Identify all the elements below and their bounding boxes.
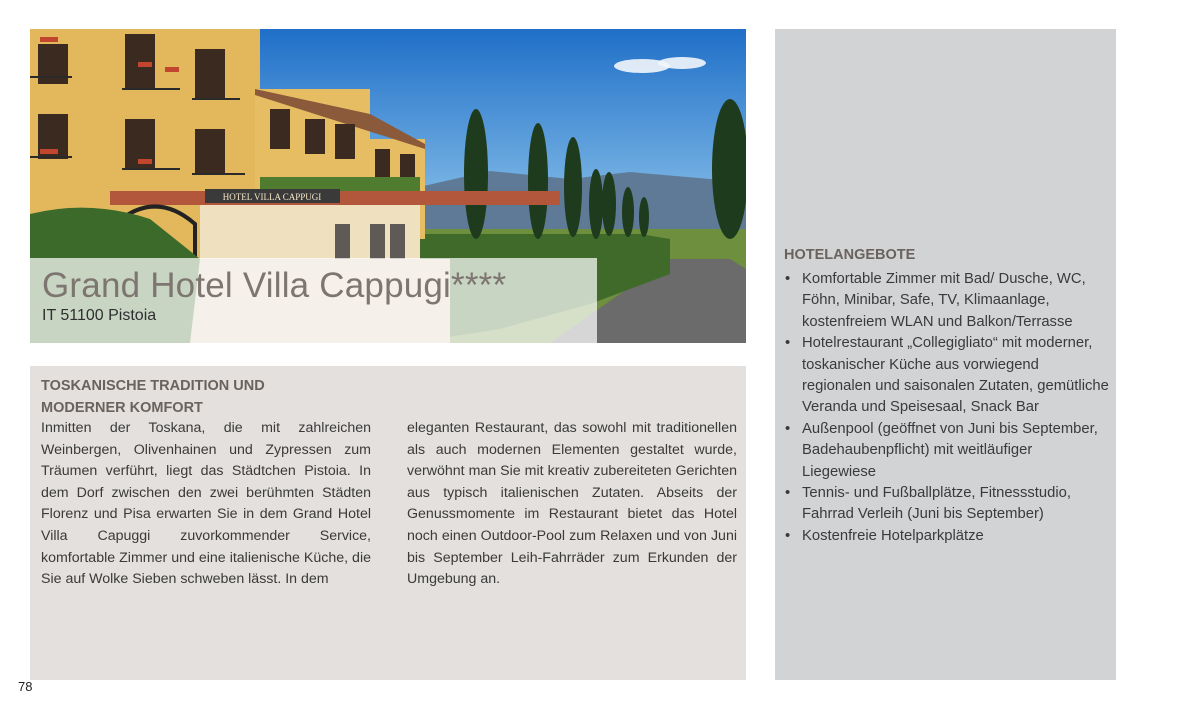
description-column-2: eleganten Restaurant, das sowohl mit traditionellen als auch modernen Elementen gestaltet wurde, verwöhnt man Sie mit kreativ zubereiteten Gerichten aus typisch italienischen Zutaten. Abseits der Genussmomente im Restaurant bietet das Hotel noch einen Outdoor-Pool zum Relaxen und von Juni bis September Leih-Fahrräder zum Erkunden der Umgebung an. [407, 420, 737, 588]
title-overlay [30, 258, 597, 343]
offer-item [784, 419, 1109, 483]
bullet-icon: • [785, 420, 791, 437]
description-columns [41, 418, 737, 591]
hotel-photo [30, 29, 746, 343]
bullet-icon: • [785, 527, 791, 544]
bullet-icon: • [785, 271, 791, 287]
description-column-1: Inmitten der Toskana, die mit zahlreichen Weinbergen, Olivenhainen und Zypressen zum Träumen verführt, liegt das Städtchen Pistoia. In dem Dorf zwischen den zwei berühmten Städten Florenz und Pisa erwarten Sie in dem Grand Hotel Villa Capuggi zuvorkommender Service, komfortable Zimmer und eine italienische Küche, die Sie auf Wolke Sieben schweben lässt. In dem [41, 420, 371, 588]
hotel-sign: HOTEL VILLA CAPPUGI [222, 192, 322, 202]
page-number: 78 [18, 679, 33, 694]
offer-item [784, 269, 1109, 333]
offer-item [784, 483, 1109, 526]
bullet-icon: • [785, 335, 791, 352]
description-heading-line-1: TOSKANISCHE TRADITION UND [41, 378, 265, 394]
offers-list [784, 269, 1109, 547]
offer-item [784, 526, 1109, 547]
hotel-location: IT 51100 Pistoia [42, 307, 157, 324]
offers-heading: HOTELANGEBOTE [784, 247, 916, 263]
offers-panel [775, 29, 1116, 680]
offer-item-text: Kostenfreie Hotelparkplätze [802, 527, 984, 544]
description-heading-line-2: MODERNER KOMFORT [41, 399, 203, 416]
offer-item-text: Außenpool (geöffnet von Juni bis September, Badehaubenpflicht) mit weitläufiger Liegewiese [802, 420, 1098, 480]
bullet-icon: • [785, 485, 791, 502]
description-heading [41, 376, 341, 419]
offer-item-text: Komfortable Zimmer mit Bad/ Dusche, WC, Föhn, Minibar, Safe, TV, Klimaanlage, kostenfreiem WLAN und Balkon/Terrasse [802, 271, 1086, 330]
description-box [30, 366, 746, 680]
hotel-name: Grand Hotel Villa Cappugi**** [42, 266, 507, 305]
offer-item [784, 333, 1109, 419]
offer-item-text: Tennis- und Fußballplätze, Fitnessstudio, Fahrrad Verleih (Juni bis September) [802, 485, 1071, 523]
offer-item-text: Hotelrestaurant „Collegigliato“ mit moderner, toskanischer Küche aus vorwiegend regionalen und saisonalen Zutaten, gemütliche Veranda und Speisesaal, Snack Bar [802, 335, 1109, 416]
